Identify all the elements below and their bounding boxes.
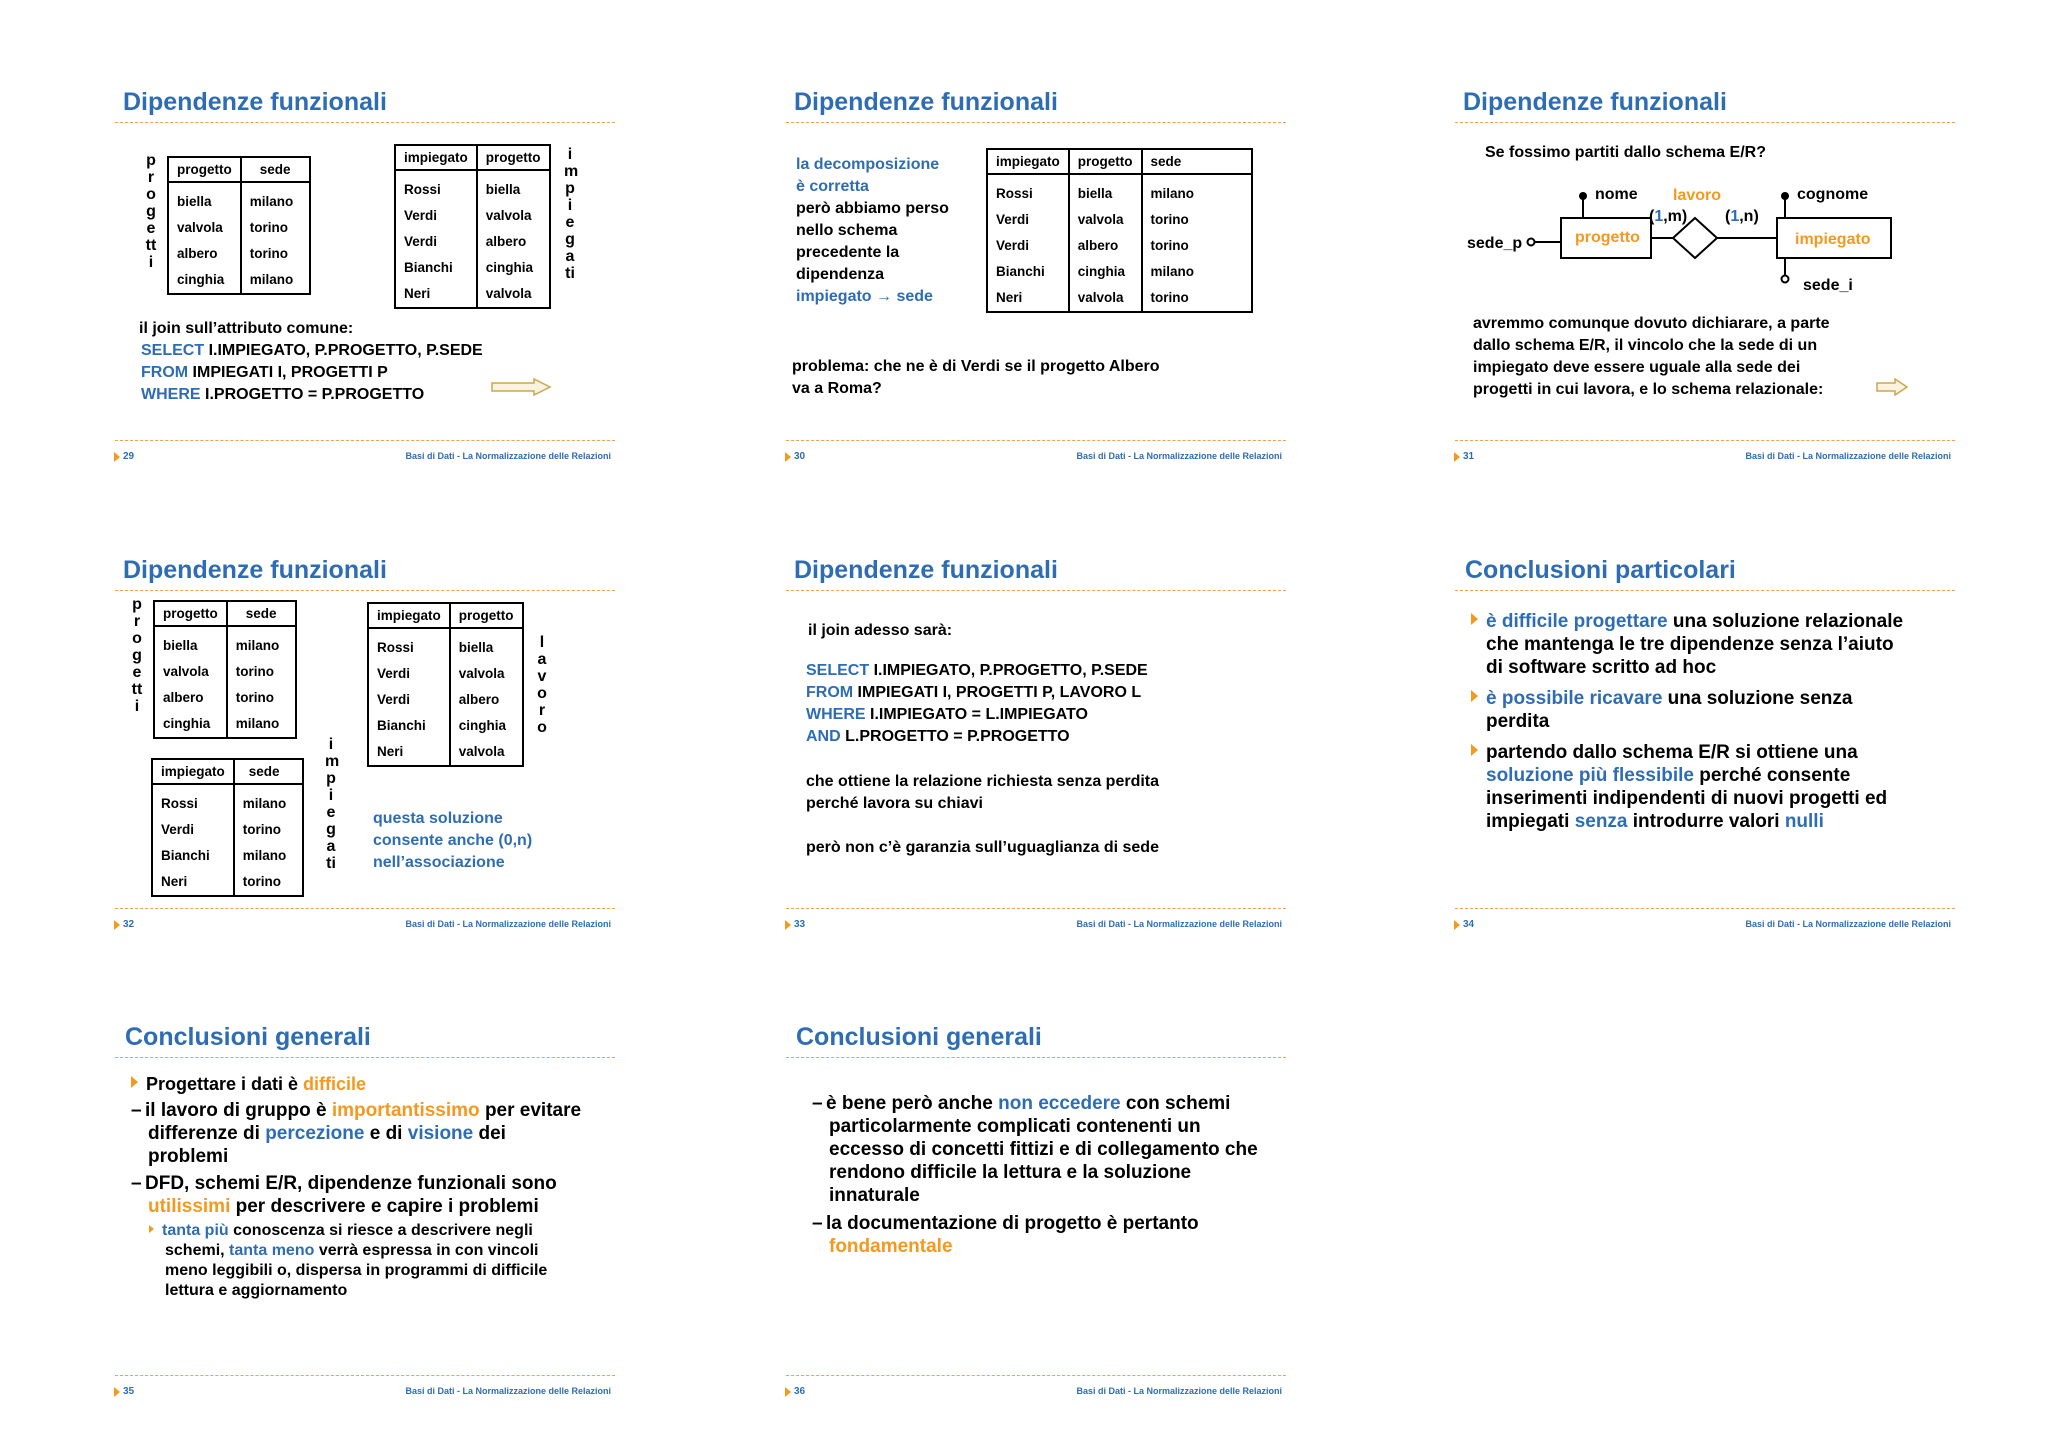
bullet-icon: [149, 1225, 154, 1233]
footer-text: Basi di Dati - La Normalizzazione delle Relazioni: [1745, 451, 1951, 461]
cell: milano: [241, 182, 310, 215]
cell: albero: [154, 685, 227, 711]
slide-title: Dipendenze funzionali: [1463, 88, 1727, 116]
table-join-result: [986, 148, 1253, 313]
cardinality-left: (1,m): [1649, 208, 1688, 225]
slide-36: [786, 1025, 1296, 1435]
cell: cinghia: [168, 267, 241, 294]
bullet-2: è possibile ricavare una soluzione senza: [1471, 687, 1852, 710]
cell: biella: [168, 182, 241, 215]
slide-title: Dipendenze funzionali: [794, 88, 1058, 116]
table-row: [395, 255, 550, 281]
column-header: impiegato: [395, 145, 477, 170]
table-row: [368, 628, 523, 661]
text-line: è corretta: [796, 178, 869, 195]
table-row: [987, 174, 1252, 207]
cell: biella: [450, 628, 523, 661]
divider: [786, 122, 1286, 123]
cell: torino: [1142, 285, 1253, 312]
table-row: [368, 739, 523, 766]
cell: Neri: [395, 281, 477, 308]
bullet-3: partendo dallo schema E/R si ottiene una: [1471, 741, 1858, 764]
slide-33: [786, 558, 1296, 968]
cell: milano: [227, 626, 296, 659]
cell: torino: [241, 215, 310, 241]
dash-item-1-cont: rendono difficile la lettura e la soluzione: [829, 1162, 1192, 1183]
table-row: [152, 817, 303, 843]
column-header: sede: [241, 157, 310, 182]
bullet-icon: [1471, 613, 1478, 625]
slide-29: [115, 90, 625, 500]
note-line: nell’associazione: [373, 854, 505, 871]
table-impiegati: [394, 144, 551, 309]
column-header: progetto: [477, 145, 550, 170]
slide-number: 31: [1463, 451, 1475, 462]
relationship-label: lavoro: [1673, 187, 1722, 204]
slide-31: [1455, 90, 1965, 500]
footer-divider: [1455, 908, 1955, 909]
footer-text: Basi di Dati - La Normalizzazione delle Relazioni: [1076, 451, 1282, 461]
slide-34: [1455, 558, 1965, 968]
table-row: [154, 685, 296, 711]
table-row: [368, 687, 523, 713]
cell: Neri: [152, 869, 234, 896]
table-row: [168, 241, 310, 267]
cell: valvola: [477, 203, 550, 229]
cell: biella: [1069, 174, 1142, 207]
cell: valvola: [477, 281, 550, 308]
table-row: [152, 843, 303, 869]
slide-title: Dipendenze funzionali: [123, 556, 387, 584]
cell: milano: [1142, 174, 1253, 207]
column-header: impiegato: [152, 759, 234, 784]
cell: albero: [450, 687, 523, 713]
column-header: impiegato: [368, 603, 450, 628]
dash-item-1-cont: particolarmente complicati contenenti un: [829, 1116, 1201, 1137]
table-progetti: [167, 156, 311, 295]
slide-number: 33: [794, 919, 806, 930]
text-line: perché lavora su chiavi: [806, 795, 983, 812]
text-line: avremmo comunque dovuto dichiarare, a parte: [1473, 315, 1830, 332]
dash-item-1-cont: eccesso di concetti fittizi e di collegamento che: [829, 1139, 1258, 1160]
text-line: progetti in cui lavora, e lo schema relazionale:: [1473, 381, 1824, 398]
sql-line-3: WHERE I.IMPIEGATO = L.IMPIEGATO: [806, 706, 1088, 723]
cell: Rossi: [395, 170, 477, 203]
slide-32: [115, 558, 625, 968]
slide-30: [786, 90, 1296, 500]
bullet-1-cont: di software scritto ad hoc: [1486, 657, 1717, 678]
problem-line-2: va a Roma?: [792, 380, 882, 397]
attribute-sede-i: sede_i: [1803, 277, 1853, 294]
cell: Rossi: [152, 784, 234, 817]
table-row: [152, 784, 303, 817]
dash-item-2-cont: fondamentale: [829, 1236, 953, 1257]
attribute-nome: nome: [1595, 186, 1638, 203]
slide-title: Conclusioni generali: [125, 1023, 371, 1051]
text-line: nello schema: [796, 222, 898, 239]
note-line: consente anche (0,n): [373, 832, 533, 849]
attribute-sede-p-dot: [1528, 239, 1535, 246]
table-row: [987, 207, 1252, 233]
join-label: il join sull’attributo comune:: [139, 320, 354, 337]
text-line: però non c’è garanzia sull’uguaglianza di sede: [806, 839, 1159, 856]
cell: Rossi: [987, 174, 1069, 207]
footer-divider: [115, 908, 615, 909]
cell: milano: [234, 843, 303, 869]
cell: Verdi: [395, 229, 477, 255]
sql-line-3: WHERE I.PROGETTO = P.PROGETTO: [141, 386, 425, 403]
table-row: [168, 182, 310, 215]
cell: valvola: [450, 739, 523, 766]
sql-line-2: FROM IMPIEGATI I, PROGETTI P, LAVORO L: [806, 684, 1142, 701]
column-header: sede: [227, 601, 296, 626]
next-arrow-icon[interactable]: [1875, 378, 1909, 396]
bullet-1: Progettare i dati è difficile: [131, 1073, 366, 1096]
footer-divider: [786, 908, 1286, 909]
entity-label-impiegato: impiegato: [1795, 231, 1871, 248]
table-row: [395, 281, 550, 308]
attribute-cognome: cognome: [1797, 186, 1869, 203]
table-row: [152, 869, 303, 896]
text-line: però abbiamo perso: [796, 200, 949, 217]
cell: biella: [477, 170, 550, 203]
bullet-3-cont: impiegati senza introdurre valori nulli: [1486, 811, 1824, 832]
table-row: [368, 661, 523, 687]
dash-item-2: – la documentazione di progetto è pertanto: [812, 1213, 1199, 1234]
divider: [1455, 122, 1955, 123]
divider: [115, 122, 615, 123]
dash-item-1: – il lavoro di gruppo è importantissimo per evitare: [131, 1100, 582, 1121]
table-row: [368, 713, 523, 739]
table-row: [154, 659, 296, 685]
divider: [115, 1057, 615, 1058]
cell: Bianchi: [987, 259, 1069, 285]
column-header: progetto: [154, 601, 227, 626]
cell: Neri: [987, 285, 1069, 312]
text-line: la decomposizione: [796, 156, 940, 173]
bullet-1: è difficile progettare una soluzione relazionale: [1471, 610, 1903, 633]
slide-number: 30: [794, 451, 806, 462]
footer-text: Basi di Dati - La Normalizzazione delle Relazioni: [405, 451, 611, 461]
cell: milano: [234, 784, 303, 817]
next-arrow-icon[interactable]: [490, 377, 554, 397]
text-line: dipendenza: [796, 266, 885, 283]
cell: milano: [1142, 259, 1253, 285]
cell: milano: [241, 267, 310, 294]
entity-label-progetto: progetto: [1575, 229, 1640, 246]
vertical-label-impiegati: impiegati: [325, 736, 340, 872]
dash-item-1-cont: innaturale: [829, 1185, 920, 1206]
table-row: [154, 626, 296, 659]
column-header: progetto: [450, 603, 523, 628]
cell: valvola: [1069, 207, 1142, 233]
attribute-sede-i-dot: [1782, 276, 1789, 283]
sql-line-1: SELECT I.IMPIEGATO, P.PROGETTO, P.SEDE: [141, 342, 483, 359]
problem-line-1: problema: che ne è di Verdi se il progetto Albero: [792, 358, 1160, 375]
note-line: questa soluzione: [373, 810, 503, 827]
attribute-cognome-dot: [1781, 192, 1789, 200]
divider: [786, 590, 1286, 591]
footer-text: Basi di Dati - La Normalizzazione delle Relazioni: [1076, 1386, 1282, 1396]
table-row: [168, 267, 310, 294]
column-header: sede: [234, 759, 303, 784]
slide-number: 34: [1463, 919, 1475, 930]
cell: Bianchi: [152, 843, 234, 869]
cell: Verdi: [987, 207, 1069, 233]
vertical-label-progetti: progetti: [145, 152, 157, 271]
cell: Verdi: [368, 687, 450, 713]
sql-line-1: SELECT I.IMPIEGATO, P.PROGETTO, P.SEDE: [806, 662, 1148, 679]
footer-text: Basi di Dati - La Normalizzazione delle Relazioni: [1745, 919, 1951, 929]
footer-divider: [1455, 440, 1955, 441]
vertical-label-progetti: progetti: [131, 596, 143, 715]
cell: valvola: [450, 661, 523, 687]
footer-divider: [786, 440, 1286, 441]
divider: [786, 1057, 1286, 1058]
cell: Bianchi: [395, 255, 477, 281]
cell: milano: [227, 711, 296, 738]
bullet-3-cont: soluzione più flessibile perché consente: [1486, 765, 1851, 786]
footer-text: Basi di Dati - La Normalizzazione delle Relazioni: [405, 1386, 611, 1396]
table-row: [395, 229, 550, 255]
table-row: [987, 259, 1252, 285]
slide-35: [115, 1025, 625, 1435]
table-row: [987, 285, 1252, 312]
sub-bullet-cont: lettura e aggiornamento: [165, 1282, 348, 1299]
cell: albero: [1069, 233, 1142, 259]
divider: [115, 590, 615, 591]
table-lavoro: [367, 602, 524, 767]
cell: Bianchi: [368, 713, 450, 739]
sql-line-4: AND L.PROGETTO = P.PROGETTO: [806, 728, 1070, 745]
cell: valvola: [1069, 285, 1142, 312]
cell: Verdi: [987, 233, 1069, 259]
table-row: [395, 203, 550, 229]
text-line: impiegato → sede: [796, 288, 933, 305]
cell: torino: [227, 659, 296, 685]
slide-title: Conclusioni particolari: [1465, 556, 1736, 584]
cell: torino: [1142, 233, 1253, 259]
cell: Rossi: [368, 628, 450, 661]
dash-item-2-cont: utilissimi per descrivere e capire i problemi: [148, 1196, 539, 1217]
bullet-icon: [1471, 744, 1478, 756]
footer-divider: [115, 440, 615, 441]
slide-title: Conclusioni generali: [796, 1023, 1042, 1051]
attribute-nome-dot: [1579, 192, 1587, 200]
bullet-icon: [131, 1076, 138, 1088]
column-header: impiegato: [987, 149, 1069, 174]
footer-text: Basi di Dati - La Normalizzazione delle Relazioni: [1076, 919, 1282, 929]
cell: torino: [234, 869, 303, 896]
column-header: progetto: [1069, 149, 1142, 174]
bullet-2-cont: perdita: [1486, 711, 1550, 732]
cell: Verdi: [368, 661, 450, 687]
footer-divider: [786, 1375, 1286, 1376]
cell: valvola: [168, 215, 241, 241]
table-impiegati: [151, 758, 304, 897]
dash-item-1-cont: problemi: [148, 1146, 229, 1167]
dash-item-2: – DFD, schemi E/R, dipendenze funzionali sono: [131, 1173, 557, 1194]
cell: torino: [241, 241, 310, 267]
cell: torino: [1142, 207, 1253, 233]
text-line: precedente la: [796, 244, 900, 261]
text-line: impiegato deve essere uguale alla sede dei: [1473, 359, 1801, 376]
table-row: [154, 711, 296, 738]
cell: albero: [477, 229, 550, 255]
dash-item-1-cont: differenze di percezione e di visione dei: [148, 1123, 506, 1144]
cell: torino: [227, 685, 296, 711]
cell: biella: [154, 626, 227, 659]
table-row: [395, 170, 550, 203]
column-header: sede: [1142, 149, 1253, 174]
table-row: [987, 233, 1252, 259]
slide-title: Dipendenze funzionali: [794, 556, 1058, 584]
table-progetti: [153, 600, 297, 739]
text-line: che ottiene la relazione richiesta senza perdita: [806, 773, 1160, 790]
dash-item-1: – è bene però anche non eccedere con schemi: [812, 1093, 1231, 1114]
cell: cinghia: [477, 255, 550, 281]
slide-number: 36: [794, 1386, 806, 1397]
cell: Verdi: [395, 203, 477, 229]
attribute-sede-p: sede_p: [1467, 235, 1523, 252]
sub-bullet: tanta più conoscenza si riesce a descrivere negli: [149, 1221, 533, 1241]
question: Se fossimo partiti dallo schema E/R?: [1485, 144, 1766, 161]
sub-bullet-cont: schemi, tanta meno verrà espressa in con vincoli: [165, 1242, 539, 1259]
vertical-label-lavoro: lavoro: [537, 634, 547, 736]
cardinality-right: (1,n): [1725, 208, 1759, 225]
footer-divider: [115, 1375, 615, 1376]
footer-text: Basi di Dati - La Normalizzazione delle Relazioni: [405, 919, 611, 929]
cell: Verdi: [152, 817, 234, 843]
cell: torino: [234, 817, 303, 843]
cell: cinghia: [450, 713, 523, 739]
bullet-1-cont: che mantenga le tre dipendenze senza l’aiuto: [1486, 634, 1894, 655]
slide-number: 32: [123, 919, 135, 930]
slide-title: Dipendenze funzionali: [123, 88, 387, 116]
text-line: dallo schema E/R, il vincolo che la sede di un: [1473, 337, 1818, 354]
sql-line-2: FROM IMPIEGATI I, PROGETTI P: [141, 364, 388, 381]
cell: cinghia: [154, 711, 227, 738]
cell: albero: [168, 241, 241, 267]
sub-bullet-cont: meno leggibili o, dispersa in programmi di difficile: [165, 1262, 548, 1279]
slide-number: 29: [123, 451, 135, 462]
column-header: progetto: [168, 157, 241, 182]
intro: il join adesso sarà:: [808, 622, 953, 639]
slide-number: 35: [123, 1386, 135, 1397]
table-row: [168, 215, 310, 241]
vertical-label-impiegati: impiegati: [564, 146, 579, 282]
bullet-3-cont: inserimenti indipendenti di nuovi progetti ed: [1486, 788, 1888, 809]
cell: Neri: [368, 739, 450, 766]
cell: cinghia: [1069, 259, 1142, 285]
divider: [1455, 590, 1955, 591]
cell: valvola: [154, 659, 227, 685]
bullet-icon: [1471, 690, 1478, 702]
